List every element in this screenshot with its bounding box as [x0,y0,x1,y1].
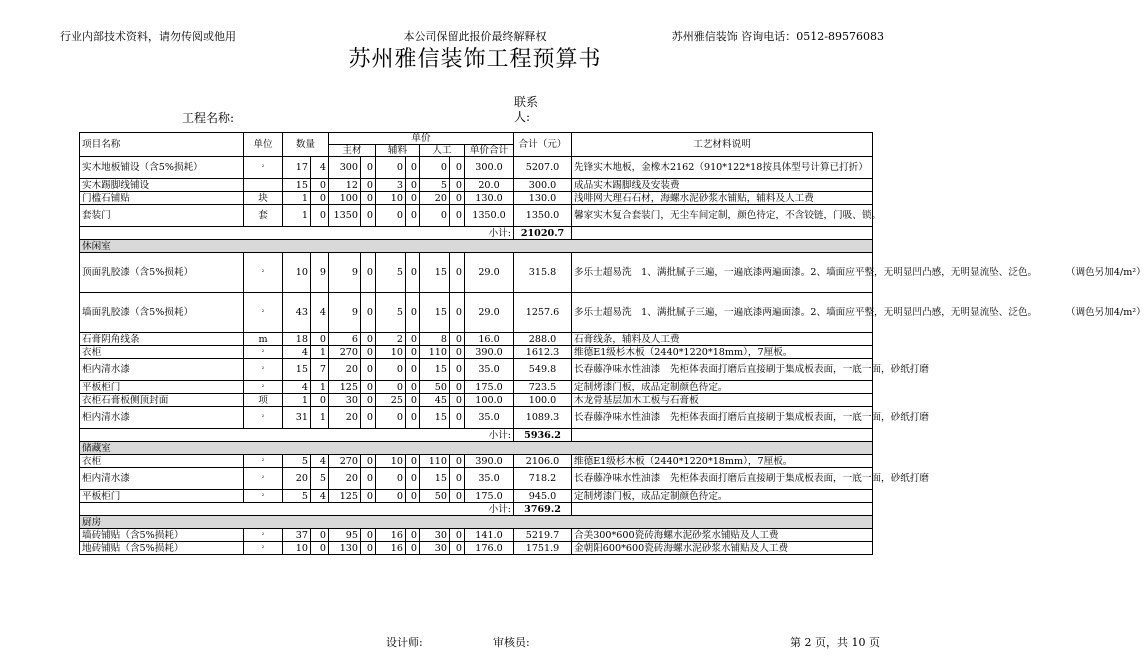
item-aux-decimal: 0 [406,359,420,381]
item-name: 柜内清水漆 [80,359,244,381]
item-sum: 130.0 [514,192,572,205]
item-description: 合美300*600瓷砖海螺水泥砂浆水铺贴及人工费 [572,529,873,542]
section-row [80,442,873,455]
item-labor-decimal: 0 [450,346,465,359]
item-description: 浅啡网大理石石材，海螺水泥砂浆水铺贴，辅料及人工费 [572,192,873,205]
item-name: 实木地板铺设（含5%损耗） [80,157,244,179]
item-unit-total: 1350.0 [465,205,514,227]
table-row [80,542,873,555]
subtotal-row [80,503,873,516]
subtotal-empty [572,429,873,442]
item-aux-decimal: 0 [406,333,420,346]
item-main-decimal: 0 [361,192,376,205]
item-aux-price: 10 [376,455,406,468]
table-row [80,359,873,381]
item-main-price: 12 [329,179,361,192]
item-qty-decimal: 7 [311,359,329,381]
item-unit-total: 35.0 [465,468,514,490]
item-main-price: 30 [329,394,361,407]
table-row [80,407,873,429]
subtotal-empty [572,503,873,516]
item-labor-price: 50 [420,381,450,394]
project-name-label: 工程名称: [182,111,235,125]
item-main-price: 270 [329,346,361,359]
item-qty-decimal: 4 [311,293,329,333]
item-sum: 723.5 [514,381,572,394]
item-unit: 块 [244,192,283,205]
header-center-note: 本公司保留此报价最终解释权 [403,30,547,43]
item-main-price: 125 [329,381,361,394]
item-unit-total: 141.0 [465,529,514,542]
item-sum: 288.0 [514,333,572,346]
section-title: 休闲室 [80,240,873,253]
item-aux-price: 0 [376,407,406,429]
item-qty-decimal: 1 [311,381,329,394]
item-description: 石膏线条，辅料及人工费 [572,333,873,346]
subtotal-label: 小计: [80,429,514,442]
item-main-decimal: 0 [361,333,376,346]
item-aux-price: 0 [376,468,406,490]
item-aux-price: 0 [376,490,406,503]
item-aux-decimal: 0 [406,381,420,394]
item-main-price: 95 [329,529,361,542]
item-name: 实木踢脚线铺设 [80,179,244,192]
col-header-aux: 辅料 [376,145,420,157]
item-main-price: 300 [329,157,361,179]
header-company-phone: 苏州雅信装饰 咨询电话：0512-89576083 [671,30,884,43]
item-description: 成品实木踢脚线及安装费 [572,179,873,192]
item-aux-decimal: 0 [406,346,420,359]
item-unit-total: 175.0 [465,490,514,503]
item-qty-decimal: 4 [311,455,329,468]
designer-label: 设计师: [386,636,423,649]
item-labor-decimal: 0 [450,192,465,205]
item-main-decimal: 0 [361,359,376,381]
item-main-decimal: 0 [361,542,376,555]
item-qty-decimal: 0 [311,205,329,227]
item-unit: ² [244,455,283,468]
item-labor-price: 110 [420,455,450,468]
item-labor-decimal: 0 [450,157,465,179]
col-header-desc: 工艺材料说明 [572,133,873,157]
item-aux-decimal: 0 [406,192,420,205]
item-qty-decimal: 4 [311,157,329,179]
item-unit-total: 176.0 [465,542,514,555]
item-aux-price: 0 [376,381,406,394]
item-labor-price: 15 [420,293,450,333]
item-labor-decimal: 0 [450,179,465,192]
item-labor-price: 110 [420,346,450,359]
item-labor-price: 0 [420,157,450,179]
item-qty: 1 [283,394,311,407]
item-qty: 5 [283,490,311,503]
item-aux-price: 0 [376,359,406,381]
item-sum: 1257.6 [514,293,572,333]
item-aux-price: 0 [376,205,406,227]
col-header-name: 项目名称 [80,133,244,157]
header-left-note: 行业内部技术资料，请勿传阅或他用 [60,30,236,43]
col-header-unit-price: 单价 [329,133,514,145]
item-description: 长春藤净味水性油漆 先柜体表面打磨后直接刷于集成板表面，一底一面，砂纸打磨 [572,359,873,381]
subtotal-label: 小计: [80,503,514,516]
item-unit [244,179,283,192]
item-qty-decimal: 0 [311,394,329,407]
item-unit-total: 390.0 [465,346,514,359]
item-labor-decimal: 0 [450,394,465,407]
item-unit: 套 [244,205,283,227]
table-row [80,192,873,205]
item-qty-decimal: 0 [311,179,329,192]
item-labor-decimal: 0 [450,293,465,333]
subtotal-row [80,227,873,240]
item-unit: ² [244,253,283,293]
item-aux-price: 0 [376,157,406,179]
item-labor-price: 5 [420,179,450,192]
item-unit: ² [244,359,283,381]
item-aux-decimal: 0 [406,253,420,293]
col-header-sum: 合计（元） [514,133,572,157]
item-main-price: 125 [329,490,361,503]
item-unit: ² [244,346,283,359]
table-row [80,205,873,227]
table-row [80,529,873,542]
item-qty: 1 [283,192,311,205]
table-row [80,179,873,192]
item-sum: 1751.9 [514,542,572,555]
item-unit-total: 130.0 [465,192,514,205]
item-labor-price: 45 [420,394,450,407]
item-sum: 5219.7 [514,529,572,542]
item-sum: 549.8 [514,359,572,381]
item-qty-decimal: 0 [311,542,329,555]
item-unit-total: 100.0 [465,394,514,407]
item-main-price: 6 [329,333,361,346]
item-aux-decimal: 0 [406,542,420,555]
item-main-price: 20 [329,407,361,429]
item-unit: ² [244,529,283,542]
section-title: 储藏室 [80,442,873,455]
item-sum: 5207.0 [514,157,572,179]
item-aux-decimal: 0 [406,407,420,429]
item-qty: 43 [283,293,311,333]
item-name: 石膏阴角线条 [80,333,244,346]
item-description: 维德E1级杉木板（2440*1220*18mm），7厘板。 [572,346,873,359]
item-labor-price: 20 [420,192,450,205]
reviewer-label: 审核员: [493,636,530,649]
item-qty: 4 [283,346,311,359]
item-main-price: 20 [329,468,361,490]
item-aux-decimal: 0 [406,293,420,333]
table-row [80,346,873,359]
item-unit-total: 390.0 [465,455,514,468]
table-row [80,468,873,490]
item-aux-price: 10 [376,192,406,205]
item-labor-decimal: 0 [450,333,465,346]
item-description: 定制烤漆门板，成品定制颜色待定。 [572,381,873,394]
table-row [80,455,873,468]
col-header-main: 主材 [329,145,376,157]
item-main-decimal: 0 [361,529,376,542]
item-name: 衣柜 [80,455,244,468]
item-sum: 300.0 [514,179,572,192]
subtotal-value: 5936.2 [514,429,572,442]
item-qty: 18 [283,333,311,346]
item-description: 长春藤净味水性油漆 先柜体表面打磨后直接刷于集成板表面，一底一面，砂纸打磨 [572,468,873,490]
item-description: 维德E1级杉木板（2440*1220*18mm），7厘板。 [572,455,873,468]
item-main-price: 9 [329,253,361,293]
item-main-decimal: 0 [361,381,376,394]
item-sum: 1089.3 [514,407,572,429]
item-description: 先锋实木地板，金橡木2162（910*122*18按具体型号计算已打折） [572,157,873,179]
item-unit: ² [244,407,283,429]
item-aux-decimal: 0 [406,468,420,490]
item-main-decimal: 0 [361,205,376,227]
item-aux-decimal: 0 [406,455,420,468]
item-labor-decimal: 0 [450,205,465,227]
item-description: 馨家实木复合套装门，无尘车间定制，颜色待定，不含铰链，门吸、锁。 [572,205,873,227]
item-main-price: 20 [329,359,361,381]
item-labor-price: 15 [420,253,450,293]
item-unit: m [244,333,283,346]
item-main-price: 1350 [329,205,361,227]
item-qty: 10 [283,542,311,555]
item-qty: 20 [283,468,311,490]
item-main-price: 100 [329,192,361,205]
item-description: 多乐士超易洗 1、满批腻子三遍，一遍底漆两遍面漆。2、墙面应平整，无明显凹凸感，无明显流坠、泛色。 （调色另加4/m²） [572,253,873,293]
item-name: 平板柜门 [80,490,244,503]
item-description: 长春藤净味水性油漆 先柜体表面打磨后直接刷于集成板表面，一底一面，砂纸打磨 [572,407,873,429]
item-description: 木龙骨基层加木工板与石膏板 [572,394,873,407]
item-sum: 100.0 [514,394,572,407]
subtotal-value: 3769.2 [514,503,572,516]
item-labor-decimal: 0 [450,468,465,490]
item-qty: 17 [283,157,311,179]
item-main-decimal: 0 [361,468,376,490]
item-labor-price: 15 [420,407,450,429]
item-main-decimal: 0 [361,253,376,293]
col-header-qty: 数量 [283,133,329,157]
item-unit-total: 175.0 [465,381,514,394]
table-row [80,490,873,503]
item-name: 墙砖铺贴（含5%损耗） [80,529,244,542]
item-description: 定制烤漆门板，成品定制颜色待定。 [572,490,873,503]
item-qty: 4 [283,381,311,394]
item-unit-total: 20.0 [465,179,514,192]
item-aux-price: 3 [376,179,406,192]
item-labor-decimal: 0 [450,253,465,293]
document-title: 苏州雅信装饰工程预算书 [348,47,602,72]
item-qty: 5 [283,455,311,468]
item-sum: 2106.0 [514,455,572,468]
subtotal-label: 小计: [80,227,514,240]
item-aux-decimal: 0 [406,490,420,503]
contact-label: 联系人: [514,95,539,124]
item-main-price: 9 [329,293,361,333]
table-row [80,157,873,179]
item-main-decimal: 0 [361,407,376,429]
subtotal-empty [572,227,873,240]
item-unit-total: 300.0 [465,157,514,179]
item-main-decimal: 0 [361,490,376,503]
item-aux-price: 5 [376,253,406,293]
item-unit-total: 35.0 [465,359,514,381]
item-name: 墙面乳胶漆（含5%损耗） [80,293,244,333]
item-qty-decimal: 0 [311,333,329,346]
item-description: 多乐士超易洗 1、满批腻子三遍，一遍底漆两遍面漆。2、墙面应平整，无明显凹凸感，无明显流坠、泛色。 （调色另加4/m²） [572,293,873,333]
item-name: 地砖铺贴（含5%损耗） [80,542,244,555]
item-name: 衣柜 [80,346,244,359]
item-labor-price: 15 [420,468,450,490]
item-unit: ² [244,293,283,333]
item-labor-price: 50 [420,490,450,503]
section-title: 厨房 [80,516,873,529]
item-sum: 1350.0 [514,205,572,227]
item-labor-decimal: 0 [450,407,465,429]
item-labor-price: 0 [420,205,450,227]
item-unit: 项 [244,394,283,407]
item-unit-total: 16.0 [465,333,514,346]
item-name: 门槛石铺贴 [80,192,244,205]
item-labor-price: 8 [420,333,450,346]
item-labor-price: 15 [420,359,450,381]
col-header-total-unit: 单价合计 [465,145,514,157]
item-main-decimal: 0 [361,179,376,192]
col-header-unit: 单位 [244,133,283,157]
item-aux-price: 16 [376,529,406,542]
item-aux-price: 25 [376,394,406,407]
item-main-decimal: 0 [361,394,376,407]
table-row [80,381,873,394]
item-main-decimal: 0 [361,293,376,333]
item-qty: 10 [283,253,311,293]
subtotal-row [80,429,873,442]
item-qty: 1 [283,205,311,227]
item-aux-decimal: 0 [406,529,420,542]
item-sum: 315.8 [514,253,572,293]
item-aux-price: 2 [376,333,406,346]
item-aux-decimal: 0 [406,205,420,227]
item-qty-decimal: 1 [311,407,329,429]
item-qty-decimal: 9 [311,253,329,293]
table-row [80,333,873,346]
item-aux-decimal: 0 [406,179,420,192]
item-sum: 945.0 [514,490,572,503]
item-main-decimal: 0 [361,157,376,179]
section-row [80,516,873,529]
item-aux-decimal: 0 [406,157,420,179]
subtotal-value: 21020.7 [514,227,572,240]
item-qty-decimal: 4 [311,490,329,503]
item-name: 平板柜门 [80,381,244,394]
col-header-labor: 人工 [420,145,465,157]
item-name: 柜内清水漆 [80,407,244,429]
item-name: 套装门 [80,205,244,227]
item-qty-decimal: 0 [311,192,329,205]
item-qty-decimal: 5 [311,468,329,490]
item-aux-price: 10 [376,346,406,359]
item-unit: ² [244,490,283,503]
budget-table [79,132,1146,555]
item-labor-decimal: 0 [450,359,465,381]
table-row [80,293,873,333]
item-main-decimal: 0 [361,455,376,468]
item-name: 柜内清水漆 [80,468,244,490]
item-qty: 15 [283,359,311,381]
table-row [80,394,873,407]
item-main-decimal: 0 [361,346,376,359]
item-labor-price: 30 [420,529,450,542]
item-unit: ² [244,157,283,179]
item-aux-price: 5 [376,293,406,333]
table-row [80,253,873,293]
item-labor-decimal: 0 [450,490,465,503]
item-labor-decimal: 0 [450,455,465,468]
item-unit-total: 29.0 [465,293,514,333]
item-main-price: 270 [329,455,361,468]
section-row [80,240,873,253]
item-unit: ² [244,381,283,394]
item-labor-decimal: 0 [450,381,465,394]
item-main-price: 130 [329,542,361,555]
item-labor-decimal: 0 [450,529,465,542]
item-sum: 1612.3 [514,346,572,359]
item-qty-decimal: 0 [311,529,329,542]
item-aux-decimal: 0 [406,394,420,407]
page-number: 第 2 页，共 10 页 [790,636,880,649]
item-unit-total: 35.0 [465,407,514,429]
item-qty: 31 [283,407,311,429]
item-qty: 15 [283,179,311,192]
item-qty-decimal: 1 [311,346,329,359]
item-unit-total: 29.0 [465,253,514,293]
item-name: 顶面乳胶漆（含5%损耗） [80,253,244,293]
item-aux-price: 16 [376,542,406,555]
item-unit: ² [244,542,283,555]
item-qty: 37 [283,529,311,542]
item-unit: ² [244,468,283,490]
item-sum: 718.2 [514,468,572,490]
item-name: 衣柜石膏板侧顶封面 [80,394,244,407]
item-description: 金朝阳600*600瓷砖海螺水泥砂浆水铺贴及人工费 [572,542,873,555]
item-labor-decimal: 0 [450,542,465,555]
item-labor-price: 30 [420,542,450,555]
